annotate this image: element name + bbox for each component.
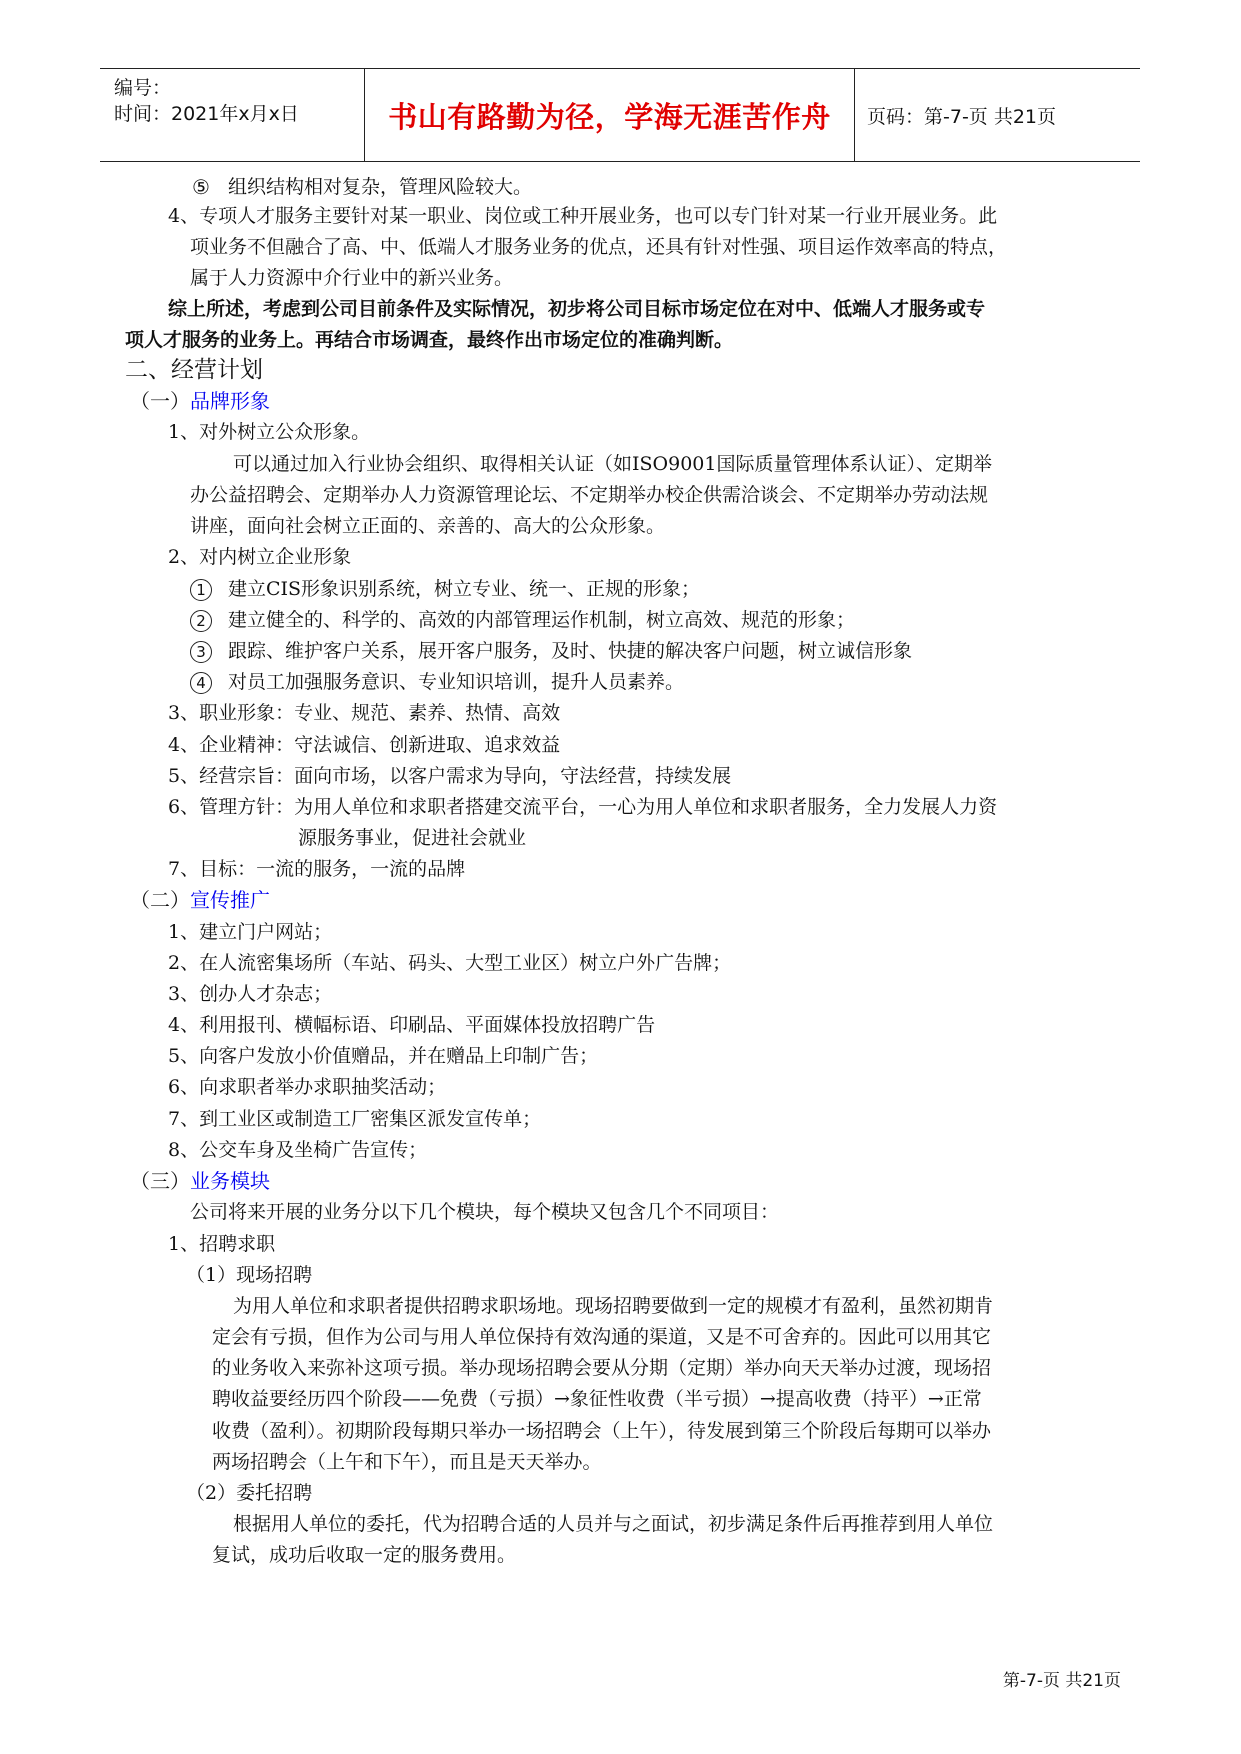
list-item: 5、向客户发放小价值赠品，并在赠品上印制广告； xyxy=(168,1045,599,1067)
paragraph-line: 定会有亏损，但作为公司与用人单位保持有效沟通的渠道，又是不可舍弃的。因此可以用其它 xyxy=(212,1326,992,1348)
list-item: 2、对内树立企业形象 xyxy=(168,546,352,568)
paragraph-line: 复试，成功后收取一定的服务费用。 xyxy=(212,1544,517,1566)
circled-number: 4 xyxy=(190,672,212,694)
list-item: 4 对员工加强服务意识、专业知识培训，提升人员素养。 xyxy=(190,670,684,694)
paragraph-line: 讲座，面向社会树立正面的、亲善的、高大的公众形象。 xyxy=(190,515,666,537)
paragraph-line: 项业务不但融合了高、中、低端人才服务业务的优点，还具有针对性强、项目运作效率高的特点， xyxy=(190,236,1008,258)
paragraph-line: 公司将来开展的业务分以下几个模块，每个模块又包含几个不同项目： xyxy=(190,1201,780,1223)
paragraph-line: 属于人力资源中介行业中的新兴业务。 xyxy=(190,267,514,289)
list-item: 3 跟踪、维护客户关系，展开客户服务，及时、快捷的解决客户问题，树立诚信形象 xyxy=(190,639,912,663)
list-item: 4、利用报刊、横幅标语、印刷品、平面媒体投放招聘广告 xyxy=(168,1014,656,1036)
list-item: 7、目标：一流的服务，一流的品牌 xyxy=(168,858,466,880)
header-meta xyxy=(100,69,365,161)
circled-number: ⑤ xyxy=(192,175,210,199)
paragraph-line: 根据用人单位的委托，代为招聘合适的人员并与之面试，初步满足条件后再推荐到用人单位 xyxy=(233,1513,994,1535)
paragraph-line: 两场招聘会（上午和下午），而且是天天举办。 xyxy=(212,1451,602,1473)
paragraph-line: 办公益招聘会、定期举办人力资源管理论坛、不定期举办校企供需洽谈会、不定期举办劳动法规 xyxy=(190,484,989,506)
list-item: 1、招聘求职 xyxy=(168,1233,276,1255)
list-item: 5、经营宗旨：面向市场，以客户需求为导向，守法经营，持续发展 xyxy=(168,765,732,787)
list-item: 7、到工业区或制造工厂密集区派发宣传单； xyxy=(168,1108,542,1130)
list-item: （1）现场招聘 xyxy=(186,1264,313,1286)
list-item: 3、职业形象：专业、规范、素养、热情、高效 xyxy=(168,702,561,724)
document-number-label: 编号： xyxy=(114,77,172,99)
list-item: 8、公交车身及坐椅广告宣传； xyxy=(168,1139,428,1161)
circled-number: 2 xyxy=(190,610,212,632)
header-motto: 书山有路勤为径，学海无涯苦作舟 xyxy=(388,99,831,134)
list-item: 6、管理方针：为用人单位和求职者搭建交流平台，一心为用人单位和求职者服务，全力发展人力资 xyxy=(168,796,998,818)
paragraph-line: 4、专项人才服务主要针对某一职业、岗位或工种开展业务，也可以专门针对某一行业开展业务。此 xyxy=(168,205,998,227)
document-time-label: 时间：2021年x月x日 xyxy=(114,103,299,125)
list-item: 1 建立CIS形象识别系统，树立专业、统一、正规的形象； xyxy=(190,577,700,601)
paragraph-line: 收费（盈利）。初期阶段每期只举办一场招聘会（上午），待发展到第三个阶段后每期可以举办 xyxy=(212,1420,992,1442)
subsection-heading: （三）业务模块 xyxy=(130,1169,270,1193)
summary-line: 项人才服务的业务上。再结合市场调查，最终作出市场定位的准确判断。 xyxy=(125,329,734,351)
paragraph-line: 源服务事业，促进社会就业 xyxy=(298,827,527,849)
header-page-label: 页码：第-7-页 共21页 xyxy=(867,105,1057,128)
list-item: 6、向求职者举办求职抽奖活动； xyxy=(168,1076,447,1098)
list-item: ⑤ 组织结构相对复杂，管理风险较大。 xyxy=(190,175,532,199)
list-item: 1、对外树立公众形象。 xyxy=(168,421,371,443)
list-item: 2 建立健全的、科学的、高效的内部管理运作机制，树立高效、规范的形象； xyxy=(190,608,855,632)
circled-number: 3 xyxy=(190,641,212,663)
header-page-cell xyxy=(855,69,1140,161)
list-item: 4、企业精神：守法诚信、创新进取、追求效益 xyxy=(168,734,561,756)
circled-number: 1 xyxy=(190,579,212,601)
summary-line: 综上所述，考虑到公司目前条件及实际情况，初步将公司目标市场定位在对中、低端人才服务或专 xyxy=(168,298,986,320)
subsection-heading: （二）宣传推广 xyxy=(130,888,270,912)
section-heading: 二、经营计划 xyxy=(125,357,263,383)
list-item: （2）委托招聘 xyxy=(186,1482,313,1504)
page-header xyxy=(100,68,1140,162)
paragraph-line: 聘收益要经历四个阶段——免费（亏损）→象征性收费（半亏损）→提高收费（持平）→正常 xyxy=(212,1388,982,1410)
list-item: 2、在人流密集场所（车站、码头、大型工业区）树立户外广告牌； xyxy=(168,952,732,974)
paragraph-line: 的业务收入来弥补这项亏损。举办现场招聘会要从分期（定期）举办向天天举办过渡，现场招 xyxy=(212,1357,992,1379)
paragraph-line: 可以通过加入行业协会组织、取得相关认证（如ISO9001国际质量管理体系认证）、定期举 xyxy=(233,453,992,475)
subsection-heading: （一）品牌形象 xyxy=(130,389,270,413)
page-footer: 第-7-页 共21页 xyxy=(1002,1671,1121,1691)
header-motto-cell xyxy=(365,69,855,161)
paragraph-line: 为用人单位和求职者提供招聘求职场地。现场招聘要做到一定的规模才有盈利，虽然初期肯 xyxy=(233,1295,994,1317)
list-item: 3、创办人才杂志； xyxy=(168,983,333,1005)
list-item: 1、建立门户网站； xyxy=(168,921,333,943)
